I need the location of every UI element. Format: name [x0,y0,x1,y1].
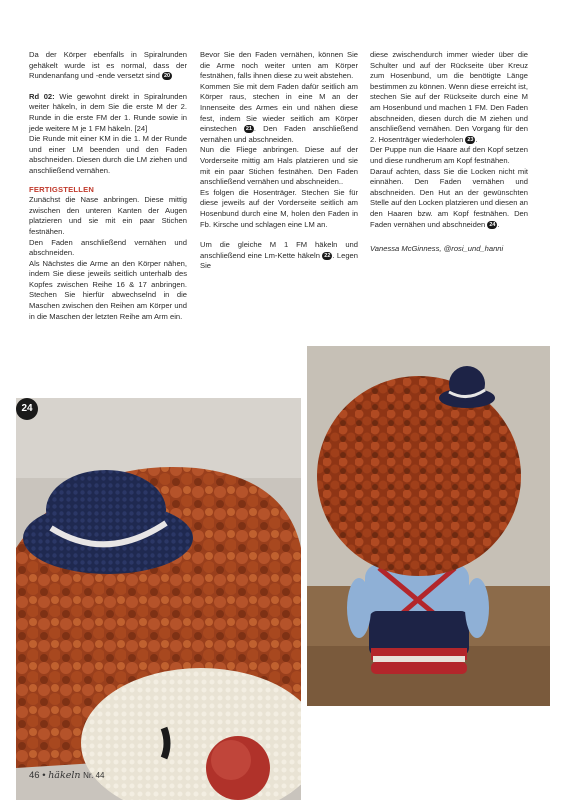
paragraph: Bevor Sie den Faden vernähen, können Sie die Arme noch weiter unten am Körper festnähen, falls ihnen diese zu weit abstehen. [200,50,358,81]
step-ref-badge: 22 [324,252,331,259]
step-ref-badge: 24 [489,221,496,228]
footer-bullet: • [42,770,46,781]
paragraph: Der Puppe nun die Haare auf den Kopf setzen und diese rundherum am Kopf festnähen. [370,145,528,165]
photo-doll-closeup [16,398,301,800]
paragraph: Rd 02: Wie gewohnt direkt in Spiralrunden weiter häkeln, in dem Sie die erste M der 2. Runde in die erste FM der 1. Runde sowie in jede weitere M je 1 FM häkeln. [24] [29,91,187,133]
section-heading: FERTIGSTELLEN [29,184,95,194]
author-signature: Vanessa McGinness, @rosi_und_hanni [370,244,504,254]
watermark: PassionForum.ru [502,784,560,793]
issue-number: Nr. 44 [83,771,105,780]
photo-doll-backview [307,346,550,706]
text-column-3 [370,50,528,255]
text-column-2 [200,50,358,272]
paragraph: Die Runde mit einer KM in die 1. M der Runde und einer LM beenden und den Faden abschneiden. Diesen durch die LM ziehen und anschließend vernähen. [29,134,187,175]
round-label: Rd 02: [29,91,55,101]
step-ref-badge: 21 [245,126,252,133]
paragraph: Als Nächstes die Arme an den Körper nähen, indem Sie diese jeweils seitlich unterhalb des Kopfes zwischen Reihe 16 & 17 anbringen. Stechen Sie hierfür abwechselnd in die Maschen zwischen den Reihen am Körper und in die Maschen der letzten Reihe am Arm ein. [29,258,187,321]
paragraph: Zunächst die Nase anbringen. Diese mittig zwischen den unteren Kanten der Augen platzieren und sie mit ein paar Stichen festnähen. [29,195,187,236]
paragraph: diese zwischendurch immer wieder über die Schulter und auf der Rückseite über Kreuz zum Hosenbund, um die benötigte Länge bestimmen zu können. Wenn diese erreicht ist, stechen Sie auf der Rückseite durch eine M am Hosenbund und machen 1 FM. Den Faden abschneiden, diesen durch die M ziehen und anschließend vernähen. Den Vorgang für den 2. Hosenträger wiederholen 23 . [370,50,528,144]
text-column-1 [29,50,187,322]
magazine-name: häkeln [48,770,81,781]
page-footer [29,770,105,781]
paragraph: Es folgen die Hosenträger. Stechen Sie für diese jeweils auf der Vorderseite seitlich am Hosenbund durch eine M, holen den Faden in Fb. Kirsche und schlagen eine LM an. [200,187,358,229]
paragraph: Darauf achten, dass Sie die Locken nicht mit einnähen. Den Faden vernähen und abschneiden. Den Hut an der gewünschten Stelle auf den Locken platzieren und diesen an den Haaren bzw. am Kopf festnähen. Den Faden vernähen und abschneiden 24 . [370,166,528,229]
paragraph: Um die gleiche M 1 FM häkeln und anschließend eine Lm-Kette häkeln 22 . Legen Sie [200,240,358,271]
step-ref-badge: 20 [163,73,171,80]
page-number: 46 [29,770,40,781]
paragraph: Nun die Fliege anbringen. Diese auf der Vorderseite mittig am Hals platzieren und sie mit ein paar Stichen festnähen. Den Faden anschließend vernähen und abschneiden.. [200,145,358,187]
paragraph: Da der Körper ebenfalls in Spiralrunden gehäkelt wurde ist es normal, dass der Rundenanfang und -ende versetzt sind 20 [29,50,187,81]
paragraph: Kommen Sie mit dem Faden dafür seitlich am Körper raus, stechen in eine M an der Innenseite des Armes ein und nähen diese fest, indem Sie wieder seitlich am Körper einstechen 21 . Den Faden anschließend vernähen und abschneiden. [200,81,358,144]
photo-number-badge: 24 [16,398,38,420]
doll-closeup-illustration [16,398,301,800]
doll-back-illustration [307,346,550,706]
step-ref-badge: 23 [467,136,474,143]
paragraph: Den Faden anschließend vernähen und abschneiden. [29,237,187,258]
